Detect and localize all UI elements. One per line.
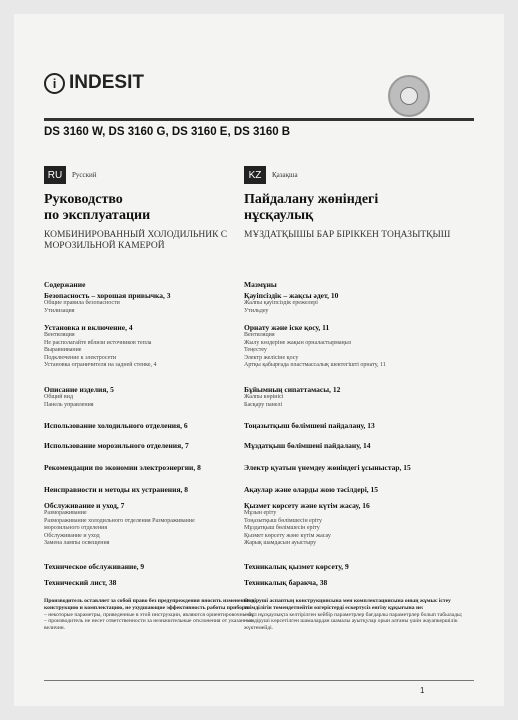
disclaimer-line: – некоторые параметры, приведенные в этой инструкции, являются ориентировочными; (44, 611, 255, 618)
toc-subitem: Жылу көздеріне жақын орналастырмаңыз (244, 339, 352, 346)
toc-heading: Мазмұны (244, 280, 277, 289)
toc-subitem: Общие правила безопасности (44, 300, 120, 306)
toc-heading: Использование морозильного отделения, 7 (44, 441, 189, 450)
toc-subitem: Замена лампы освещения (44, 540, 110, 546)
toc-entry (44, 291, 171, 315)
toc-entry (44, 562, 144, 571)
toc-entry (44, 280, 85, 289)
footer-rule (44, 680, 474, 681)
toc-heading: Қызмет көрсету және күтім жасау, 16 (244, 501, 370, 510)
toc-entry (244, 280, 277, 289)
toc-subitem: Общий вид (44, 394, 74, 400)
header-rule (44, 118, 474, 121)
toc-subitem: Выравнивание (44, 347, 82, 353)
toc-subitem: Не располагайте вблизи источников тепла (44, 339, 152, 346)
disclaimer-text (244, 598, 464, 632)
toc-heading: Безопасность – хорошая привычка, 3 (44, 291, 171, 300)
ru-title-line-2: по эксплуатации (44, 208, 151, 223)
toc-subitem: Утилизация (44, 307, 75, 314)
kz-subtitle: МҰЗДАТҚЫШЫ БАР БІРІККЕН ТОҢАЗЫТҚЫШ (244, 230, 451, 240)
model-list: DS 3160 W, DS 3160 G, DS 3160 E, DS 3160 B (44, 126, 291, 138)
kz-column (244, 166, 470, 632)
toc-entry (244, 441, 371, 450)
toc-subitem: Размораживание (44, 510, 87, 516)
toc-entry (44, 441, 189, 450)
toc-entry (44, 485, 188, 494)
ru-lang-code: RU (44, 166, 66, 184)
page-number: 1 (420, 686, 425, 695)
toc-heading: Техническое обслуживание, 9 (44, 562, 145, 571)
toc-subitem: Вентиляция (244, 332, 275, 338)
toc-subitem: Утильдеу (244, 307, 269, 314)
toc-subitem: Артқы қабырғада пластмассалық шектегішті орнату, 11 (244, 362, 386, 368)
ru-title (44, 192, 244, 224)
disclaimer-text (44, 598, 264, 632)
toc-subitem: Қызмет көрсету және күтім жасау (244, 532, 331, 539)
toc-heading: Электр қуатын үнемдеу жөніндегі ұсыныстар, 15 (244, 463, 411, 472)
toc-entry (44, 323, 157, 370)
kz-title-line-2: нұсқаулық (244, 208, 314, 223)
toc-heading: Ақаулар және оларды жою тәсілдері, 15 (244, 485, 379, 494)
toc-entry (244, 421, 375, 430)
toc-entry (244, 485, 378, 494)
brand-name: INDESIT (69, 72, 144, 93)
kz-lang-code: KZ (244, 166, 266, 184)
toc-subitem: морозильного отделения (44, 525, 108, 531)
toc-subitem: Жалпы көрінісі (244, 394, 284, 400)
toc-heading: Техникалық қызмет көрсету, 9 (244, 562, 349, 571)
toc-entry (44, 463, 201, 472)
toc-subitem: Размораживание холодильного отделения Размораживание (44, 517, 195, 524)
toc-subitem: Мұзын еріту (244, 510, 277, 516)
toc-heading: Неисправности и методы их устранения, 8 (44, 485, 189, 494)
kz-lang-name: Қазақша (272, 171, 298, 179)
brand-logo (44, 72, 144, 94)
disclaimer-line: – производитель не несет ответственности за незначительные отклонения от указанных величин. (44, 618, 254, 632)
toc-subitem: Теңестеу (244, 347, 267, 353)
toc-heading: Содержание (44, 280, 86, 289)
toc-entry (244, 385, 340, 409)
disclaimer-bold: Өндіруші аспаптың конструкциясына мен комплектациясына оның жұмыс істеу тиімділігін төмендетпейтін өзгерістерді ескертусіз енгізу құқығына ие: (244, 598, 451, 611)
disclaimer-bold: Производитель оставляет за собой право без предупреждения вносить изменения в конструкцию и комплектацию, не ухудшающие эффективность работы прибора: (44, 598, 255, 611)
seal-center (400, 87, 418, 105)
toc-heading: Бұйымның сипаттамасы, 12 (244, 385, 341, 394)
toc-entry (44, 385, 114, 409)
toc-heading: Технический лист, 38 (44, 578, 117, 587)
disclaimer-line: – бұл нұсқаулықта келтірілген кейбір параметрлер бағдарлы параметрлер болып табылады; (244, 611, 463, 618)
kz-disclaimer (244, 598, 464, 632)
ru-language-tag (44, 166, 244, 184)
toc-heading: Орнату және іске қосу, 11 (244, 323, 330, 332)
toc-heading: Қауіпсіздік – жақсы әдет, 10 (244, 291, 339, 300)
toc-subitem: Жалпы қауіпсіздік ережелері (244, 300, 318, 306)
ru-disclaimer (44, 598, 264, 632)
toc-heading: Установка и включение, 4 (44, 323, 133, 332)
toc-subitem: Панель управления (44, 401, 94, 408)
toc-entry (44, 421, 188, 430)
quality-seal-icon (388, 75, 430, 117)
ru-title-line-1: Руководство (44, 192, 123, 207)
toc-heading: Техникалық баракча, 38 (244, 578, 328, 587)
toc-heading: Мұздатқыш бөлімшені пайдалану, 14 (244, 441, 371, 450)
toc-entry (244, 501, 370, 548)
toc-entry (244, 291, 338, 315)
toc-entry (244, 562, 349, 571)
toc-entry (44, 578, 116, 587)
toc-subitem: Подключение к электросети (44, 354, 117, 361)
kz-title-line-1: Пайдалану жөніндегі (244, 192, 379, 207)
toc-entry (44, 501, 195, 548)
logo-i-icon: i (44, 73, 65, 94)
toc-subitem: Тоңазытқыш бөлімшесін еріту (244, 517, 323, 524)
ru-lang-name: Русский (72, 171, 97, 179)
toc-heading: Рекомендации по экономии электроэнергии, 8 (44, 463, 201, 472)
toc-subitem: Вентиляция (44, 332, 75, 338)
toc-heading: Тоңазытқыш бөлімшені пайдалану, 13 (244, 421, 375, 430)
disclaimer-line: – өндіруші көрсетілген шамалардан шамалы ауытқулар орын алғаны үшін жауапкершілік жүктемейді. (244, 618, 458, 632)
kz-language-tag (244, 166, 470, 184)
toc-entry (244, 578, 327, 587)
kz-title (244, 192, 470, 224)
ru-subtitle: КОМБИНИРОВАННЫЙ ХОЛОДИЛЬНИК С МОРОЗИЛЬНОЙ КАМЕРОЙ (44, 230, 228, 251)
toc-subitem: Мұздатқыш бөлімшесін еріту (244, 525, 320, 531)
toc-subitem: Электр желісіне қосу (244, 354, 299, 361)
toc-heading: Описание изделия, 5 (44, 385, 114, 394)
toc-heading: Обслуживание и уход, 7 (44, 501, 125, 510)
toc-subitem: Жарық шамдасын ауыстыру (244, 540, 317, 546)
toc-subitem: Установка ограничителя на задней стенке, 4 (44, 362, 157, 368)
toc-entry (244, 463, 411, 472)
toc-subitem: Басқару панелі (244, 401, 283, 408)
toc-subitem: Обслуживание и уход (44, 532, 100, 539)
toc-heading: Использование холодильного отделения, 6 (44, 421, 188, 430)
toc-entry (244, 323, 386, 370)
